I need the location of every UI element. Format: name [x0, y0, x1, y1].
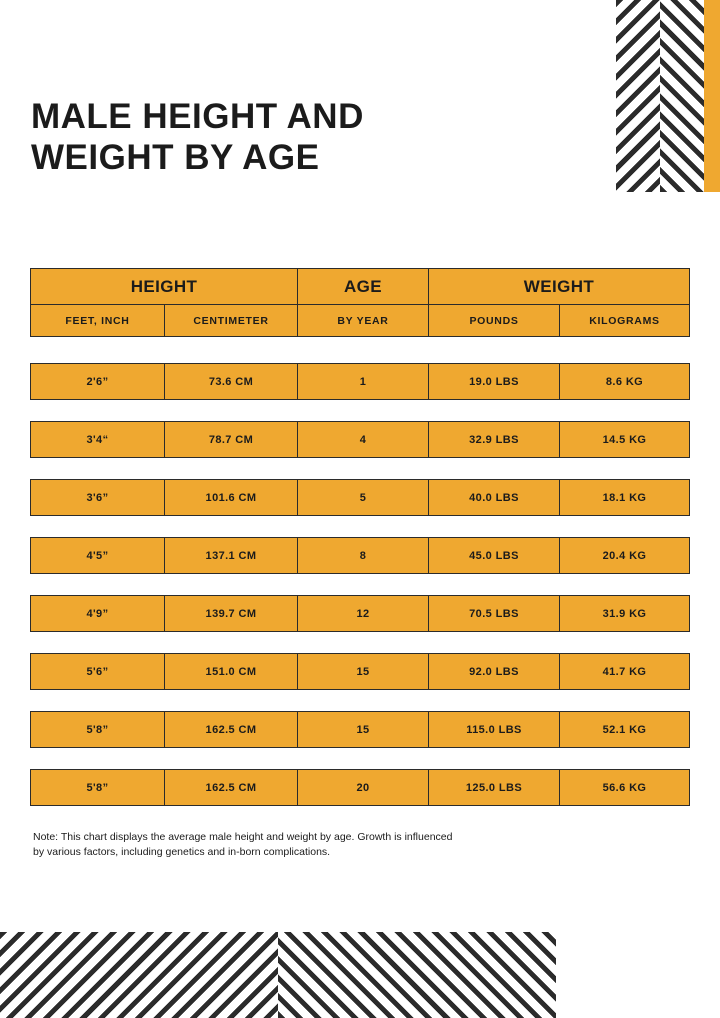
- cell-age: 12: [297, 596, 428, 631]
- table-row: [30, 479, 690, 516]
- cell-age: 4: [297, 422, 428, 457]
- cell-age: 15: [297, 712, 428, 747]
- height-weight-table: [30, 268, 690, 827]
- column-header-kilograms: KILOGRAMS: [559, 305, 689, 336]
- cell-centimeter: 137.1 CM: [164, 538, 297, 573]
- cell-feet-inch: 5'6”: [86, 665, 109, 678]
- cell-centimeter: 162.5 CM: [164, 770, 297, 805]
- table-row: [30, 711, 690, 748]
- cell-feet-inch: 5'8”: [86, 723, 109, 736]
- table-row: [30, 769, 690, 806]
- cell-centimeter: 78.7 CM: [164, 422, 297, 457]
- cell-kilograms: 20.4 KG: [559, 538, 689, 573]
- cell-kilograms: 8.6 KG: [559, 364, 689, 399]
- cell-feet-inch: 3'6”: [86, 491, 109, 504]
- chevron-pattern-bottom-left: [0, 932, 556, 1018]
- cell-feet-inch: 2'6”: [86, 375, 109, 388]
- group-header-height: HEIGHT: [130, 276, 198, 296]
- cell-age: 5: [297, 480, 428, 515]
- cell-kilograms: 52.1 KG: [559, 712, 689, 747]
- group-header-age: AGE: [297, 269, 428, 304]
- accent-bar-top-right: [704, 0, 720, 192]
- chart-note-line-2: by various factors, including genetics and in-born complications.: [33, 846, 331, 858]
- cell-centimeter: 151.0 CM: [164, 654, 297, 689]
- column-header-pounds: POUNDS: [428, 305, 559, 336]
- cell-kilograms: 56.6 KG: [559, 770, 689, 805]
- page-title: [31, 96, 591, 178]
- cell-pounds: 45.0 LBS: [428, 538, 559, 573]
- table-row: [30, 653, 690, 690]
- cell-centimeter: 162.5 CM: [164, 712, 297, 747]
- cell-pounds: 115.0 LBS: [428, 712, 559, 747]
- cell-feet-inch: 4'5”: [86, 549, 109, 562]
- cell-age: 15: [297, 654, 428, 689]
- chart-note: [33, 830, 633, 860]
- page-title-line-1: MALE HEIGHT AND: [31, 97, 364, 136]
- cell-feet-inch: 5'8”: [86, 781, 109, 794]
- column-header-centimeter: CENTIMETER: [164, 305, 297, 336]
- cell-pounds: 70.5 LBS: [428, 596, 559, 631]
- cell-centimeter: 73.6 CM: [164, 364, 297, 399]
- chart-note-line-1: Note: This chart displays the average male height and weight by age. Growth is influenced: [33, 831, 453, 843]
- cell-pounds: 32.9 LBS: [428, 422, 559, 457]
- table-row: [30, 595, 690, 632]
- cell-feet-inch: 3'4“: [86, 433, 109, 446]
- cell-age: 1: [297, 364, 428, 399]
- cell-feet-inch: 4'9”: [86, 607, 109, 620]
- column-header-feet-inch: FEET, INCH: [65, 314, 130, 327]
- cell-pounds: 125.0 LBS: [428, 770, 559, 805]
- cell-pounds: 40.0 LBS: [428, 480, 559, 515]
- table-row: [30, 363, 690, 400]
- page-title-line-2: WEIGHT BY AGE: [31, 138, 320, 177]
- cell-age: 8: [297, 538, 428, 573]
- column-header-by-year: BY YEAR: [297, 305, 428, 336]
- cell-kilograms: 18.1 KG: [559, 480, 689, 515]
- table-group-header-row: [30, 268, 690, 305]
- cell-age: 20: [297, 770, 428, 805]
- cell-pounds: 92.0 LBS: [428, 654, 559, 689]
- cell-kilograms: 41.7 KG: [559, 654, 689, 689]
- table-column-header-row: [30, 305, 690, 337]
- table-row: [30, 537, 690, 574]
- group-header-weight: WEIGHT: [428, 269, 689, 304]
- cell-centimeter: 101.6 CM: [164, 480, 297, 515]
- cell-pounds: 19.0 LBS: [428, 364, 559, 399]
- chevron-pattern-top-right: [616, 0, 704, 192]
- cell-kilograms: 14.5 KG: [559, 422, 689, 457]
- cell-centimeter: 139.7 CM: [164, 596, 297, 631]
- table-row: [30, 421, 690, 458]
- cell-kilograms: 31.9 KG: [559, 596, 689, 631]
